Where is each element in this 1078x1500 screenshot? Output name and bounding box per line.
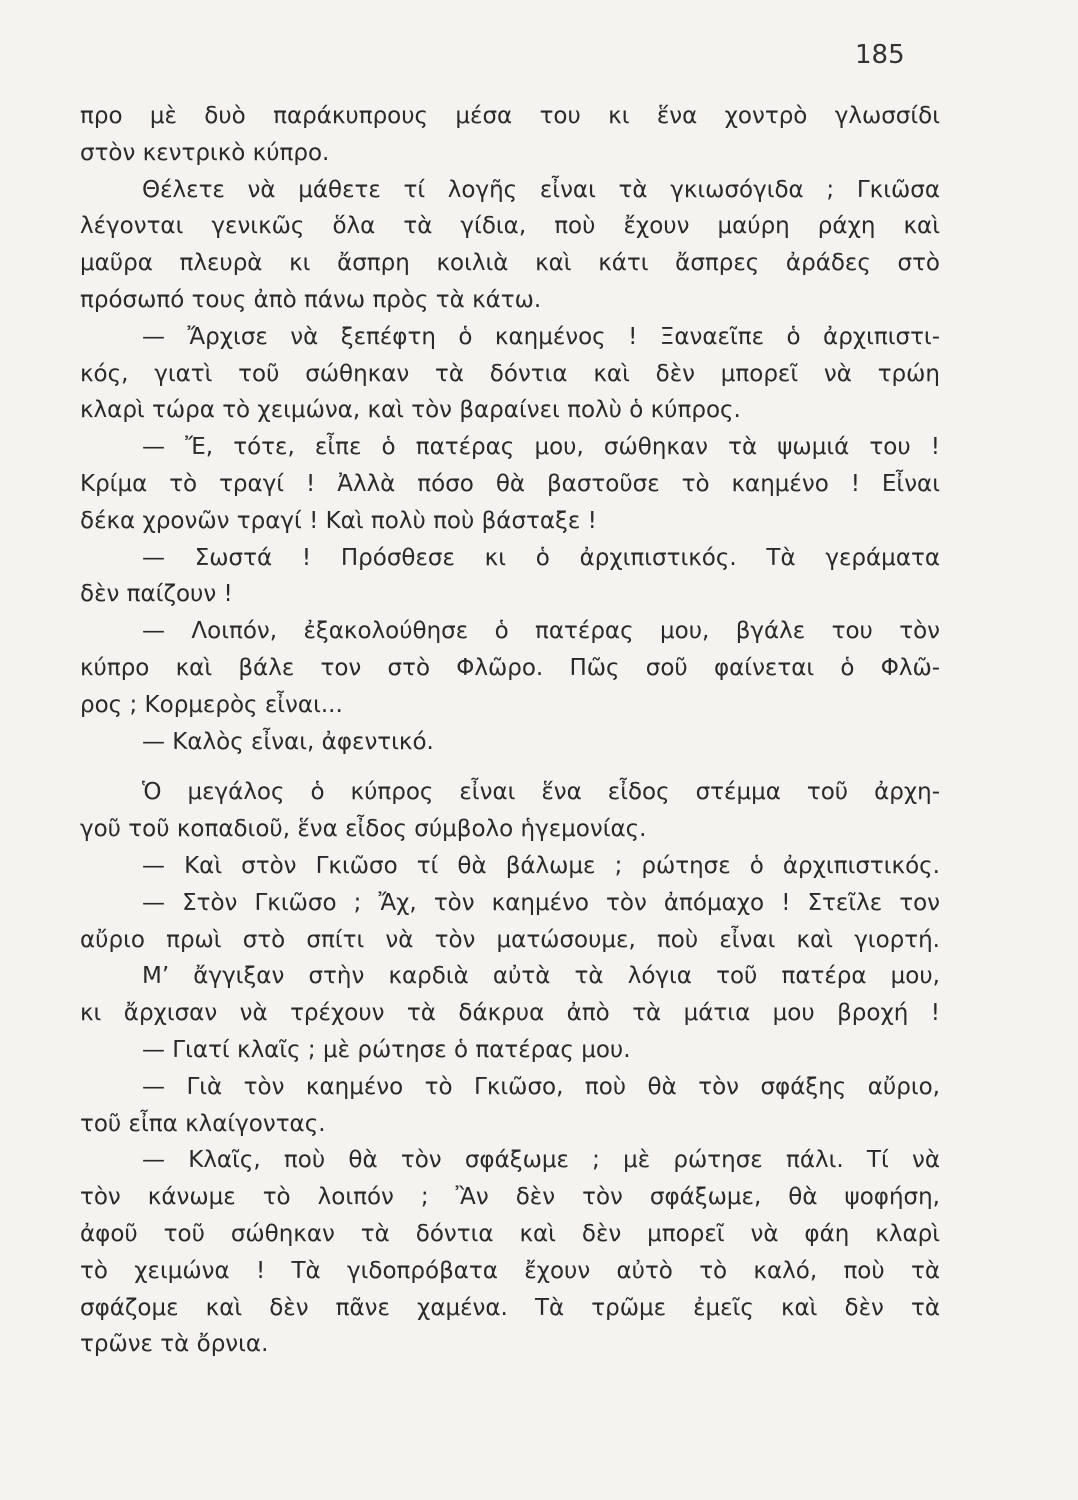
text-line: ἀφοῦ τοῦ σώθηκαν τὰ δόντια καὶ δὲν μπορεῖ νὰ φάη κλαρὶ <box>80 1220 940 1247</box>
text-line: Κρίμα τὸ τραγί ! Ἀλλὰ πόσο θὰ βαστοῦσε τὸ καημένο ! Εἶναι <box>80 470 940 497</box>
text-line: τρῶνε τὰ ὄρνια. <box>80 1331 269 1358</box>
text-line: γοῦ τοῦ κοπαδιοῦ, ἕνα εἶδος σύμβολο ἡγεμονίας. <box>80 816 647 843</box>
text-line: προ μὲ δυὸ παράκυπρους μέσα του κι ἕνα χοντρὸ γλωσσίδι <box>80 103 940 129</box>
text-line: κλαρὶ τώρα τὸ χειμώνα, καὶ τὸν βαραίνει πολὺ ὁ κύπρος. <box>80 397 741 424</box>
text-line: Ὁ μεγάλος ὁ κύπρος εἶναι ἕνα εἶδος στέμμα τοῦ ἀρχη- <box>142 779 940 806</box>
text-line: — Καὶ στὸν Γκιῶσο τί θὰ βάλωμε ; ρώτησε ὁ ἀρχιπιστικός. <box>142 852 940 879</box>
text-line: κύπρο καὶ βάλε τον στὸ Φλῶρο. Πῶς σοῦ φαίνεται ὁ Φλῶ- <box>80 654 940 681</box>
body-text <box>80 98 940 1363</box>
text-line: λέγονται γενικῶς ὅλα τὰ γίδια, ποὺ ἔχουν μαύρη ράχη καὶ <box>80 213 940 240</box>
text-line: — Γιατί κλαῖς ; μὲ ρώτησε ὁ πατέρας μου. <box>142 1036 631 1063</box>
page-number: 185 <box>855 40 905 70</box>
text-line: σφάζομε καὶ δὲν πᾶνε χαμένα. Τὰ τρῶμε ἐμεῖς καὶ δὲν τὰ <box>80 1294 940 1321</box>
text-line: — Κλαῖς, ποὺ θὰ τὸν σφάξωμε ; μὲ ρώτησε πάλι. Τί νὰ <box>142 1147 940 1174</box>
text-line: κός, γιατὶ τοῦ σώθηκαν τὰ δόντια καὶ δὲν μπορεῖ νὰ τρώη <box>80 360 940 387</box>
text-line: δέκα χρονῶν τραγί ! Καὶ πολὺ ποὺ βάσταξε ! <box>80 507 597 534</box>
text-line: κι ἄρχισαν νὰ τρέχουν τὰ δάκρυα ἀπὸ τὰ μάτια μου βροχή ! <box>80 1000 940 1027</box>
text-line: τοῦ εἶπα κλαίγοντας. <box>80 1110 326 1137</box>
text-line: — Σωστά ! Πρόσθεσε κι ὁ ἀρχιπιστικός. Τὰ γεράματα <box>142 544 940 571</box>
text-line: πρόσωπό τους ἀπὸ πάνω πρὸς τὰ κάτω. <box>80 286 542 313</box>
text-line: — Λοιπόν, ἐξακολούθησε ὁ πατέρας μου, βγάλε του τὸν <box>142 618 940 645</box>
text-line: — Ἔ, τότε, εἶπε ὁ πατέρας μου, σώθηκαν τὰ ψωμιά του ! <box>142 434 940 461</box>
text-line: τὸ χειμώνα ! Τὰ γιδοπρόβατα ἔχουν αὐτὸ τὸ καλό, ποὺ τὰ <box>80 1257 940 1284</box>
text-line: στὸν κεντρικὸ κύπρο. <box>80 139 330 166</box>
text-line: — Ἄρχισε νὰ ξεπέφτη ὁ καημένος ! Ξαναεῖπε ὁ ἀρχιπιστι- <box>142 323 940 350</box>
text-line: — Στὸν Γκιῶσο ; Ἄχ, τὸν καημένο τὸν ἀπόμαχο ! Στεῖλε τον <box>142 889 940 916</box>
text-line: — Καλὸς εἶναι, ἀφεντικό. <box>142 728 434 755</box>
text-line: Μ’ ἄγγιξαν στὴν καρδιὰ αὐτὰ τὰ λόγια τοῦ πατέρα μου, <box>142 963 940 990</box>
text-line: δὲν παίζουν ! <box>80 581 233 608</box>
text-line: τὸν κάνωμε τὸ λοιπόν ; Ἂν δὲν τὸν σφάξωμε, θὰ ψοφήση, <box>80 1184 940 1211</box>
text-line: μαῦρα πλευρὰ κι ἄσπρη κοιλιὰ καὶ κάτι ἄσπρες ἀράδες στὸ <box>80 250 940 277</box>
text-line: ρος ; Κορμερὸς εἶναι... <box>80 691 343 718</box>
text-line: Θέλετε νὰ μάθετε τί λογῆς εἶναι τὰ γκιωσόγιδα ; Γκιῶσα <box>142 176 940 203</box>
text-line: — Γιὰ τὸν καημένο τὸ Γκιῶσο, ποὺ θὰ τὸν σφάξης αὔριο, <box>142 1073 940 1100</box>
text-line: αὔριο πρωὶ στὸ σπίτι νὰ τὸν ματώσουμε, ποὺ εἶναι καὶ γιορτή. <box>80 926 940 953</box>
